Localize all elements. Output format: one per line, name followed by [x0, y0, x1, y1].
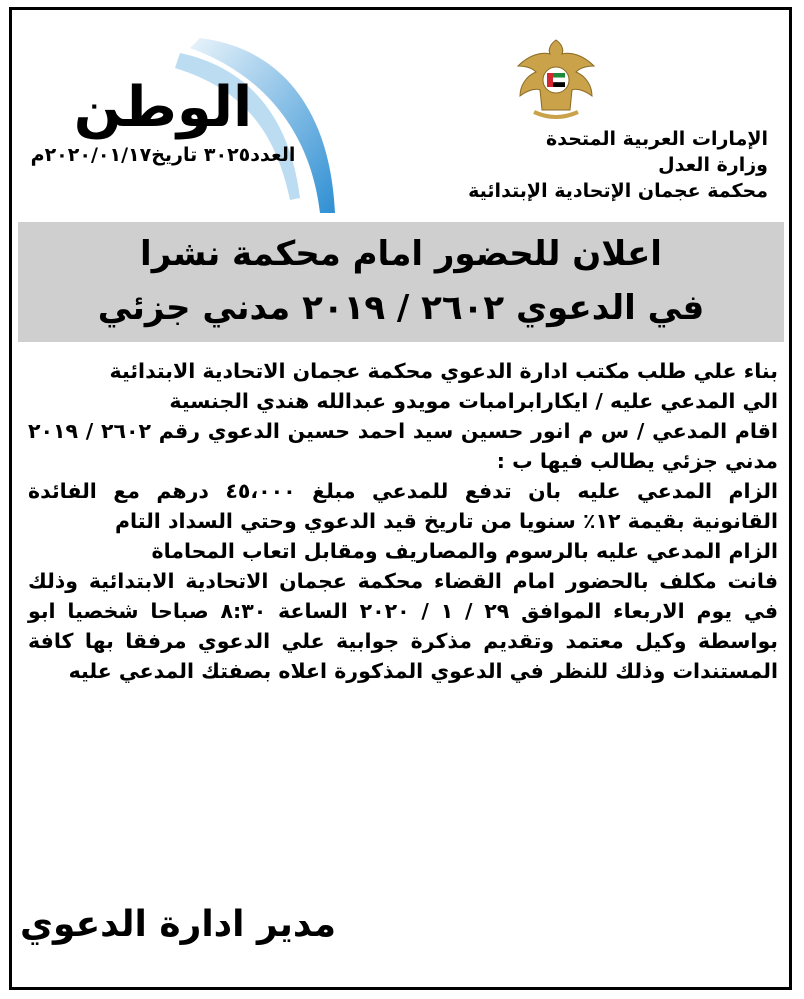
uae-emblem-icon [512, 36, 600, 122]
body-paragraph-request: بناء علي طلب مكتب ادارة الدعوي محكمة عجمان الاتحادية الابتدائية [109, 359, 778, 383]
signature: مدير ادارة الدعوي [20, 904, 337, 945]
body-paragraph-defendant: الي المدعي عليه / ايكارابرامبات مويدو عبدالله هندي الجنسية [169, 389, 778, 413]
court-name: محكمة عجمان الإتحادية الإبتدائية [468, 180, 768, 202]
ministry-header [468, 126, 768, 204]
body-paragraph-summons: فانت مكلف بالحضور امام القضاء محكمة عجمان الاتحادية الابتدائية وذلك في يوم الاربعاء الموافق ٢٩ / ١ / ٢٠٢٠ الساعة ٨:٣٠ صباحا شخصيا ابو بواسطة وكيل معتمد وتقديم مذكرة جوابية علي الدعوي مرفقا بها كافة المستندات وذلك للنظر في الدعوي المذكورة اعلاه بصفتك المدعي عليه [28, 569, 779, 683]
body-paragraph-fees: الزام المدعي عليه بالرسوم والمصاريف ومقابل اتعاب المحاماة [151, 539, 778, 563]
case-number-title: في الدعوي ٢٦٠٢ / ٢٠١٩ مدني جزئي [97, 288, 705, 328]
newspaper-masthead [28, 75, 298, 166]
body-paragraph-plaintiff: اقام المدعي / س م انور حسين سيد احمد حسين الدعوي رقم ٢٦٠٢ / ٢٠١٩ مدني جزئي يطالب فيها ب : [28, 419, 778, 473]
issue-date: العدد٣٠٢٥ تاريخ٢٠٢٠/٠١/١٧م [30, 144, 296, 166]
notice-title: اعلان للحضور امام محكمة نشرا [140, 234, 662, 274]
notice-body [28, 356, 778, 686]
body-paragraph-claim: الزام المدعي عليه بان تدفع للمدعي مبلغ ٤٥،٠٠٠ درهم مع الفائدة القانونية بقيمة ١٢٪ سنويا من تاريخ قيد الدعوي وحتي السداد التام [28, 479, 778, 533]
newspaper-name: الوطن [73, 75, 253, 140]
ministry-name: وزارة العدل [658, 154, 768, 176]
country-name: الإمارات العربية المتحدة [546, 128, 768, 150]
notice-title-band [18, 222, 784, 342]
